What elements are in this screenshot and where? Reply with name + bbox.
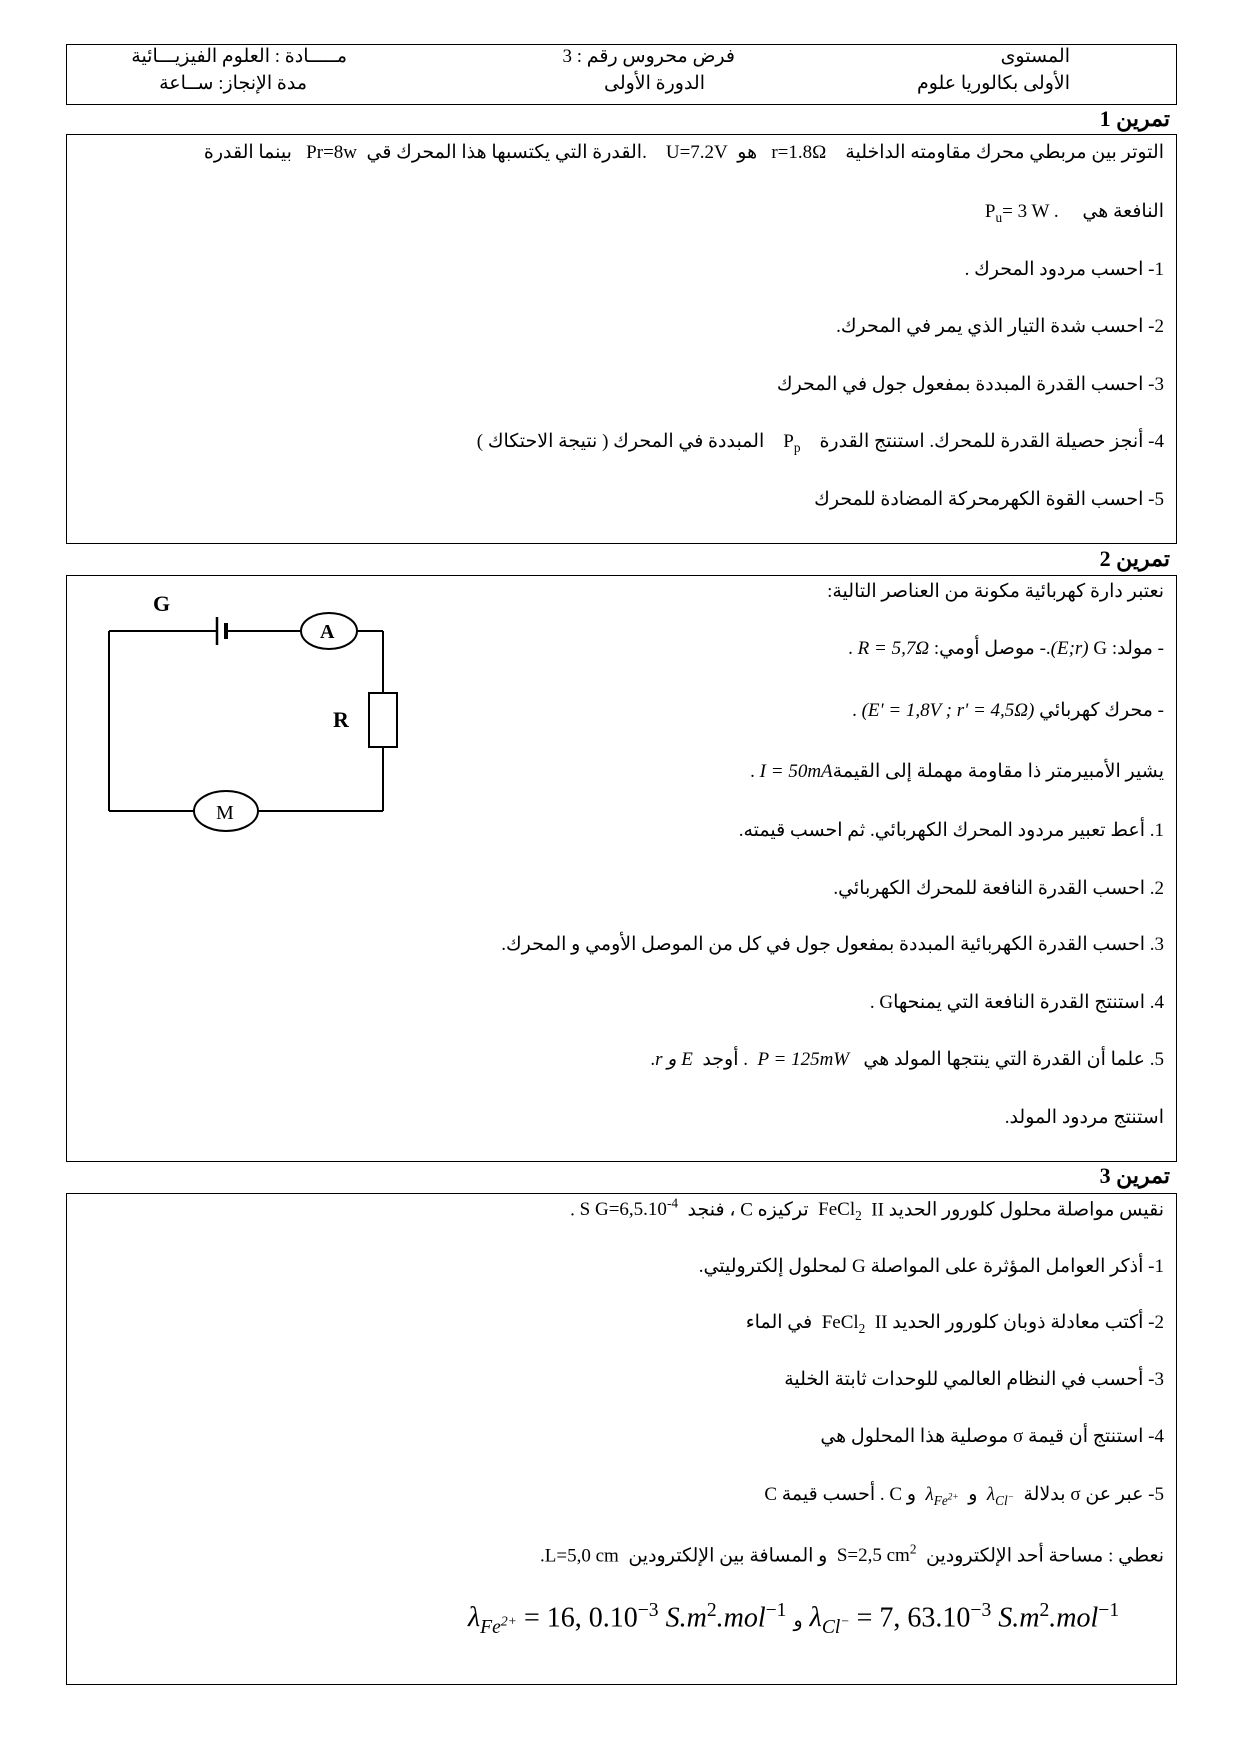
session-label: الدورة الأولى [603, 73, 705, 94]
ex3-molar-conductivities: $\lambda_{Fe^{2+}} = 16$, $0.10^{-3}$ $S.m^2.mol^{-1}$ و $\lambda_{Cl^-} = 7$, $63.10^{-3}$ $S.m^2.mol^{-1}$ [468, 1600, 1120, 1638]
ammeter-label: A [320, 621, 335, 643]
ex3-question-5: 5- عبر عن σ بدلالة $\lambda_{Cl^-}$ و $\lambda_{Fe^{2+}}$ و C . أحسب قيمة C [764, 1484, 1164, 1508]
ex1-intro-line-1: التوتر بين مربطي محرك مقاومته الداخلية r=1.8Ω هو U=7.2V .القدرة التي يكتسبها هذا المحرك قي Pr=8w بينما القدرة [203, 142, 1164, 163]
ex2-question-2: 2. احسب القدرة النافعة للمحرك الكهربائي. [833, 878, 1164, 899]
duration-label: مدة الإنجاز: ســاعة [159, 73, 307, 94]
ex2-intro: نعتبر دارة كهربائية مكونة من العناصر التالية: [827, 581, 1164, 602]
ex3-given: نعطي : مساحة أحد الإلكترودين S=2,5 $cm^2$ و المسافة بين الإلكترودين L=5,0 cm. [540, 1542, 1164, 1567]
ex2-question-6: استنتج مردود المولد. [1004, 1107, 1164, 1128]
exercise-3-title: تمرين 3 [1099, 1163, 1170, 1188]
exercise-1-title: تمرين 1 [1099, 106, 1170, 131]
ex3-question-3: 3- أحسب في النظام العالمي للوحدات ثابتة الخلية [784, 1369, 1164, 1390]
ex2-item-2: - محرك كهربائي (E' = 1,8V ; r' = 4,5Ω) . [852, 700, 1164, 721]
generator-label: G [153, 591, 171, 616]
subject-label: مـــــادة : العلوم الفيزيـــائية [131, 46, 347, 67]
ex2-ammeter-line: يشير الأمبيرمتر ذا مقاومة مهملة إلى القيمةI = 50mA . [750, 761, 1164, 782]
ex1-question-2: 2- احسب شدة التيار الذي يمر في المحرك. [836, 316, 1164, 337]
ex2-question-1: 1. أعط تعبير مردود المحرك الكهربائي. ثم احسب قيمته. [738, 820, 1164, 841]
motor-label: M [216, 802, 234, 824]
ex2-question-5: 5. علما أن القدرة التي ينتجها المولد هي P = 125mW . أوجد E و r. [650, 1049, 1164, 1070]
ex2-item-1: - مولد: G (E;r).- موصل أومي: R = 5,7Ω . [848, 638, 1164, 659]
ex1-question-3: 3- احسب القدرة المبددة بمفعول جول في المحرك [776, 374, 1164, 395]
resistor-label: R [333, 707, 349, 732]
ex1-question-4: 4- أنجز حصيلة القدرة للمحرك. استنتج القدرة $P_p$ المبددة في المحرك ( نتيجة الاحتكاك ) [476, 431, 1164, 455]
ex3-intro: نقيس مواصلة محلول كلورور الحديد II FeCl$_2$ تركيزه C ، فنجد S $G=6,5.10^{-4}$ . [570, 1196, 1164, 1224]
ex2-question-3: 3. احسب القدرة الكهربائية المبددة بمفعول جول في كل من الموصل الأومي و المحرك. [501, 934, 1164, 955]
level-label: المستوى [1000, 46, 1070, 67]
ex1-intro-line-2: النافعة هي $P_u= 3$ W . [984, 201, 1164, 225]
ex3-question-2: 2- أكتب معادلة ذوبان كلورور الحديد II FeCl$_2$ في الماء [745, 1312, 1164, 1336]
exam-title: فرض محروس رقم : 3 [562, 46, 735, 67]
ex3-question-4: 4- استنتج أن قيمة σ موصلية هذا المحلول هي [820, 1426, 1164, 1447]
exercise-2-title: تمرين 2 [1099, 546, 1170, 571]
level-value: الأولى بكالوريا علوم [916, 73, 1070, 94]
ex1-question-1: 1- احسب مردود المحرك . [964, 259, 1164, 280]
exercise-1-box [66, 134, 1177, 544]
circuit-diagram [95, 585, 415, 845]
ex3-question-1: 1- أذكر العوامل المؤثرة على المواصلة G لمحلول إلكتروليتي. [698, 1256, 1164, 1277]
ex1-question-5: 5- احسب القوة الكهرمحركة المضادة للمحرك [814, 489, 1164, 510]
ex2-question-4: 4. استنتج القدرة النافعة التي يمنحهاG . [869, 992, 1164, 1013]
